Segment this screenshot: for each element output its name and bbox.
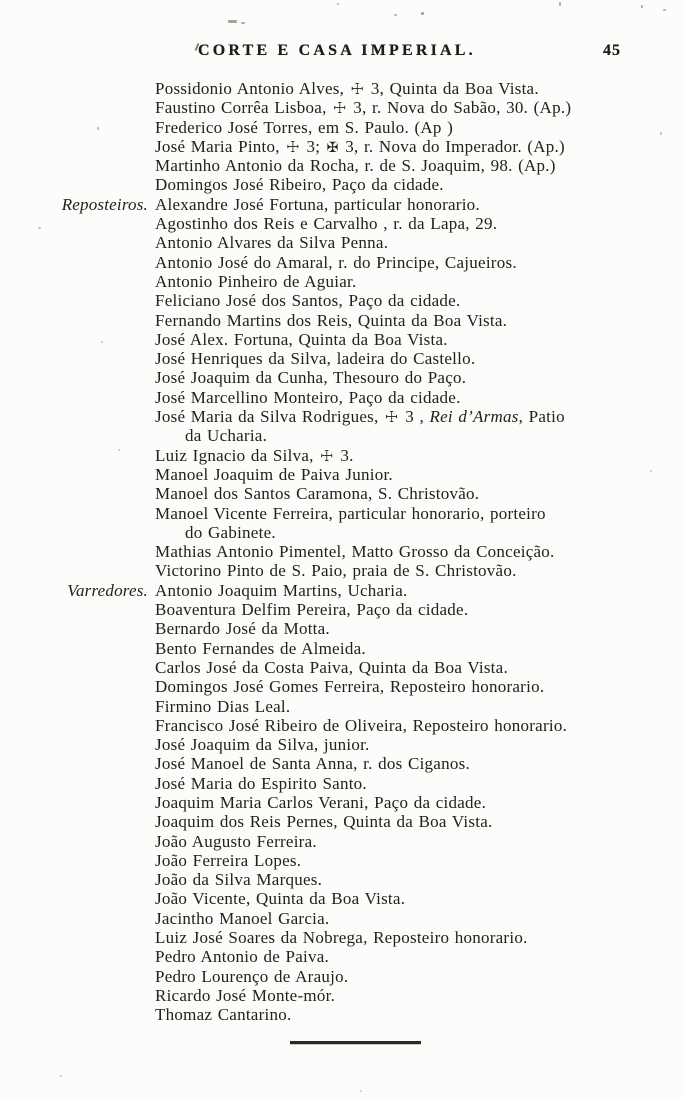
entry-text: Joaquim dos Reis Pernes, Quinta da Boa Vista. [155,812,493,832]
directory-line [155,253,660,272]
entry-text: José Manoel de Santa Anna, r. dos Ciganos. [155,754,470,774]
directory-line [155,349,660,368]
entry-text: José Joaquim da Silva, junior. [155,735,370,755]
directory-line [155,98,660,117]
entry-text: José Maria Pinto, [155,136,286,156]
directory-line [155,967,660,986]
entry-text: Antonio Joaquim Martins, Ucharia. [155,580,408,600]
entry-text: do Gabinete. [185,522,276,542]
directory-line [155,812,660,831]
entry-text: José Alex. Fortuna, Quinta da Boa Vista. [155,329,448,349]
directory-line [155,156,660,175]
entry-text: Manoel Vicente Ferreira, particular honorario, porteiro [155,503,546,523]
directory-line [155,716,660,735]
directory-line [155,368,660,387]
entry-text: Martinho Antonio da Rocha, r. de S. Joaquim, 98. (Ap.) [155,156,556,176]
directory-line [155,986,660,1005]
directory-line [155,214,660,233]
directory-line [155,79,660,98]
entry-text: Jacintho Manoel Garcia. [155,908,330,928]
directory-line [155,118,660,137]
directory-line [155,619,660,638]
entry-text: João da Silva Marques. [155,870,323,890]
running-header-title: CORTE E CASA IMPERIAL. [198,42,476,59]
entry-text: Pedro Antonio de Paiva. [155,947,330,967]
directory-line [155,446,660,465]
directory-line [155,272,660,291]
entry-text: João Augusto Ferreira. [155,831,317,851]
italic-title-text: Rei d’Armas [429,407,519,427]
scan-speck [38,227,41,229]
entry-text: Boaventura Delfim Pereira, Paço da cidade. [155,600,469,620]
directory-line [155,233,660,252]
directory-line [155,426,660,445]
entry-text: Frederico José Torres, em S. Paulo. (Ap ) [155,117,454,137]
entry-text: Carlos José da Costa Paiva, Quinta da Boa Vista. [155,657,508,677]
entry-text: Alexandre José Fortuna, particular honorario. [155,194,480,214]
maltese-cross-icon: ✠ [326,139,339,156]
entry-text: Pedro Lourenço de Araujo. [155,966,349,986]
entry-text: Bento Fernandes de Almeida. [155,638,366,658]
directory-line [155,484,660,503]
directory-line [155,137,660,156]
cross-of-christ-icon: ☩ [286,137,300,156]
entry-text: Antonio Alvares da Silva Penna. [155,233,389,253]
entry-text: da Ucharia. [185,426,268,446]
scan-speck [337,3,339,5]
directory-line [155,542,660,561]
directory-line [155,639,660,658]
section-divider [290,1041,421,1044]
directory-line [155,504,660,523]
directory-line [155,677,660,696]
entry-text: José Henriques da Silva, ladeira do Castello. [155,349,476,369]
entry-text: Bernardo José da Motta. [155,619,330,639]
entry-text: Domingos José Gomes Ferreira, Reposteiro honorario. [155,677,545,697]
directory-line [155,291,660,310]
directory-line [155,909,660,928]
entry-text: 3, r. Nova do Imperador. (Ap.) [339,136,565,156]
directory-line [155,465,660,484]
scan-speck [360,1090,362,1092]
scan-speck [421,12,424,15]
directory-line [155,658,660,677]
entry-text: José Maria da Silva Rodrigues, [155,407,384,427]
directory-line [155,793,660,812]
directory-line [61,194,660,214]
directory-line [155,928,660,947]
scan-speck [559,2,561,6]
entry-text: Luiz José Soares da Nobrega, Reposteiro honorario. [155,928,528,948]
cross-of-christ-icon: ☩ [320,446,334,465]
directory-line [155,735,660,754]
scan-speck [101,341,103,343]
entry-text: Faustino Corrêa Lisboa, [155,98,333,118]
entry-text: 3 , [399,407,430,427]
cross-of-christ-icon: ☩ [385,408,399,427]
scan-speck [60,1075,62,1077]
scan-speck [660,132,662,135]
directory-line [155,947,660,966]
scan-speck [650,470,652,472]
entry-text: José Joaquim da Cunha, Thesouro do Paço. [155,368,467,388]
directory-line [155,523,660,542]
entry-text: Manoel dos Santos Caramona, S. Christovão. [155,484,480,504]
entry-text: Agostinho dos Reis e Carvalho , r. da Lapa, 29. [155,214,498,234]
scan-speck [228,20,237,23]
entry-text: Luiz Ignacio da Silva, [155,445,320,465]
entry-text: Firmino Dias Leal. [155,696,291,716]
directory-line [155,175,660,194]
entry-text: , Patio [518,407,565,427]
directory-line [155,600,660,619]
entry-text: João Ferreira Lopes. [155,850,302,870]
entry-text: José Marcellino Monteiro, Paço da cidade. [155,387,461,407]
entry-text: Feliciano José dos Santos, Paço da cidade. [155,291,461,311]
page-number: 45 [603,42,621,59]
directory-line [155,832,660,851]
directory-line [155,870,660,889]
entry-text: Joaquim Maria Carlos Verani, Paço da cidade. [155,792,487,812]
directory-line [155,311,660,330]
entry-text: Francisco José Ribeiro de Oliveira, Reposteiro honorario. [155,715,568,735]
entry-text: José Maria do Espirito Santo. [155,773,367,793]
scan-speck [241,22,245,24]
entry-text: Victorino Pinto de S. Paio, praia de S. Christovão. [155,561,517,581]
entry-text: Thomaz Cantarino. [155,1005,292,1025]
cross-of-christ-icon: ☩ [350,80,365,98]
directory-line [155,851,660,870]
cross-of-christ-icon: ☩ [333,99,347,118]
directory-line [67,580,660,600]
directory-line [155,774,660,793]
entry-text: Antonio José do Amaral, r. do Principe, Cajueiros. [155,252,517,272]
directory-line [155,1005,660,1024]
entry-text: 3, r. Nova do Sabão, 30. (Ap.) [347,98,572,118]
directory-line [155,697,660,716]
directory-line [155,388,660,407]
directory-line [155,754,660,773]
category-label: Reposteiros. [61,194,148,214]
entry-text: 3. [334,445,354,465]
entry-text: 3; [300,136,326,156]
entry-text: João Vicente, Quinta da Boa Vista. [155,889,406,909]
entry-text: Antonio Pinheiro de Aguiar. [155,271,357,291]
entry-text: Mathias Antonio Pimentel, Matto Grosso da Conceição. [155,542,555,562]
entry-text: Possidonio Antonio Alves, [155,79,350,98]
scan-speck [394,14,397,16]
directory-line [155,889,660,908]
directory-text-block [61,79,660,1025]
entry-text: 3, Quinta da Boa Vista. [365,79,539,98]
category-label: Varredores. [67,580,148,600]
scan-speck [118,449,120,451]
entry-text: Ricardo José Monte-mór. [155,985,336,1005]
entry-text: Manoel Joaquim de Paiva Junior. [155,464,393,484]
entry-text: Domingos José Ribeiro, Paço da cidade. [155,175,444,195]
directory-line [155,330,660,349]
directory-line [155,561,660,580]
directory-line [155,407,660,426]
scan-speck [663,9,666,11]
scan-speck [641,5,643,8]
entry-text: Fernando Martins dos Reis, Quinta da Boa Vista. [155,310,508,330]
scan-speck [97,127,99,130]
